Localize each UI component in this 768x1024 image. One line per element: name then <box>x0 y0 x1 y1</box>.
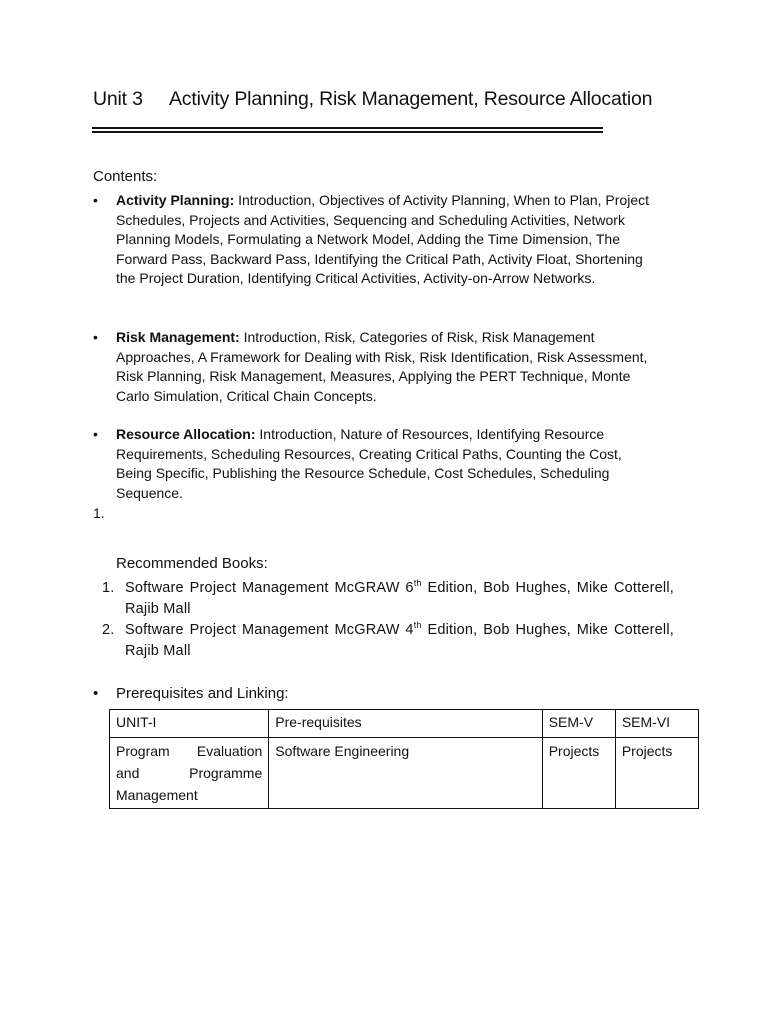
book-edition-suffix: th <box>413 620 422 631</box>
topic-text: Introduction, Objectives of Activity Planning, When to Plan, Project Schedules, Projects and Activities, Sequencing and Scheduling Activities, Network Planning Models, Formulating a Network Model, Adding the Time Dimension, The Forward Pass, Backward Pass, Identifying the Critical Path, Activity Float, Shortening the Project Duration, Identifying Critical Activities, Activity-on-Arrow Networks. <box>116 192 649 287</box>
book-item <box>102 578 674 620</box>
prerequisites-table <box>109 709 699 809</box>
prerequisites-heading-text: Prerequisites and Linking: <box>116 685 289 702</box>
book-number: 1. <box>102 580 115 596</box>
contents-heading: Contents: <box>93 168 158 185</box>
unit-title-text: Activity Planning, Risk Management, Resource Allocation <box>169 88 653 110</box>
bullet-icon: • <box>93 329 98 345</box>
book-edition-suffix: th <box>413 578 422 589</box>
column-header: UNIT-I <box>110 710 269 738</box>
table-header-row <box>110 710 699 738</box>
prerequisites-heading <box>93 685 289 702</box>
bullet-icon: • <box>93 426 98 442</box>
topic-name: Activity Planning: <box>116 192 235 208</box>
book-text-rest: Edition, Bob Hughes, Mike Cotterell, Rajib Mall <box>125 580 674 617</box>
table-cell: Projects <box>542 738 615 809</box>
topic-risk-management <box>93 328 661 406</box>
table-row <box>110 738 699 809</box>
topic-name: Resource Allocation: <box>116 426 256 442</box>
column-header: SEM-V <box>542 710 615 738</box>
recommended-books-heading: Recommended Books: <box>116 555 268 572</box>
book-text: Software Project Management McGRAW 6 <box>125 580 414 596</box>
table-cell: Program Evaluation and Programme Management <box>110 738 269 809</box>
title-rule-bottom <box>92 131 603 133</box>
unit-number: Unit 3 <box>93 88 143 110</box>
unit-title <box>93 88 652 111</box>
topic-text: Introduction, Risk, Categories of Risk, Risk Management Approaches, A Framework for Dealing with Risk, Risk Identification, Risk Assessment, Risk Planning, Risk Management, Measures, Applying the PERT Technique, Monte Carlo Simulation, Critical Chain Concepts. <box>116 329 648 404</box>
recommended-books-list <box>102 578 674 662</box>
column-header: Pre-requisites <box>269 710 542 738</box>
bullet-icon: • <box>93 192 98 208</box>
title-rule-top <box>92 127 603 129</box>
bullet-icon: • <box>93 685 99 702</box>
table-cell: Projects <box>615 738 698 809</box>
book-text-rest: Edition, Bob Hughes, Mike Cotterell, Rajib Mall <box>125 622 674 659</box>
book-number: 2. <box>102 622 115 638</box>
book-item <box>102 620 674 662</box>
topic-name: Risk Management: <box>116 329 240 345</box>
list-number: 1. <box>93 505 105 521</box>
column-header: SEM-VI <box>615 710 698 738</box>
topic-activity-planning <box>93 191 661 289</box>
topic-resource-allocation <box>93 425 661 503</box>
book-text: Software Project Management McGRAW 4 <box>125 622 414 638</box>
topic-text: Introduction, Nature of Resources, Identifying Resource Requirements, Scheduling Resources, Creating Critical Paths, Counting the Cost, Being Specific, Publishing the Resource Schedule, Cost Schedules, Scheduling Sequence. <box>116 426 622 501</box>
table-cell: Software Engineering <box>269 738 542 809</box>
